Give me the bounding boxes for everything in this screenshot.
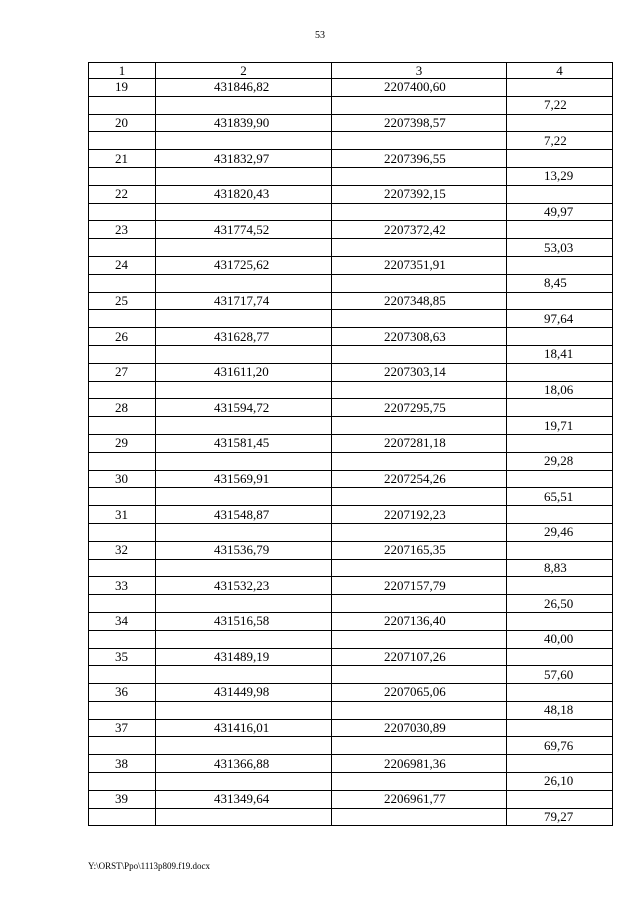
table-row [89, 755, 613, 773]
distance-cell: 18,06 [507, 381, 613, 399]
point-number-cell: 36 [89, 684, 156, 702]
footer-file-path: Y:\ORST\Ppo\1113p809.f19.docx [88, 861, 211, 871]
empty-cell [507, 256, 613, 274]
empty-cell [89, 666, 156, 684]
empty-cell [89, 559, 156, 577]
y-coordinate-cell: 2207136,40 [332, 612, 507, 630]
empty-cell [332, 167, 507, 185]
empty-cell [89, 345, 156, 363]
y-coordinate-cell: 2207065,06 [332, 684, 507, 702]
table-row [89, 488, 613, 506]
empty-cell [332, 630, 507, 648]
empty-cell [89, 203, 156, 221]
empty-cell [156, 666, 332, 684]
table-row [89, 79, 613, 97]
empty-cell [156, 773, 332, 791]
empty-cell [507, 755, 613, 773]
distance-cell: 53,03 [507, 239, 613, 257]
empty-cell [332, 96, 507, 114]
table-row [89, 185, 613, 203]
distance-cell: 8,45 [507, 274, 613, 292]
empty-cell [332, 203, 507, 221]
y-coordinate-cell: 2207165,35 [332, 541, 507, 559]
empty-cell [156, 167, 332, 185]
empty-cell [89, 417, 156, 435]
empty-cell [89, 381, 156, 399]
x-coordinate-cell: 431349,64 [156, 790, 332, 808]
x-coordinate-cell: 431846,82 [156, 79, 332, 97]
coordinates-table [88, 62, 613, 826]
table-row [89, 737, 613, 755]
empty-cell [156, 203, 332, 221]
point-number-cell: 37 [89, 719, 156, 737]
distance-cell: 57,60 [507, 666, 613, 684]
empty-cell [507, 292, 613, 310]
empty-cell [156, 701, 332, 719]
point-number-cell: 30 [89, 470, 156, 488]
empty-cell [507, 150, 613, 168]
y-coordinate-cell: 2207372,42 [332, 221, 507, 239]
distance-cell: 26,10 [507, 773, 613, 791]
empty-cell [89, 630, 156, 648]
x-coordinate-cell: 431416,01 [156, 719, 332, 737]
distance-cell: 97,64 [507, 310, 613, 328]
point-number-cell: 35 [89, 648, 156, 666]
empty-cell [507, 363, 613, 381]
empty-cell [332, 452, 507, 470]
table-row [89, 541, 613, 559]
empty-cell [156, 737, 332, 755]
empty-cell [507, 648, 613, 666]
y-coordinate-cell: 2207030,89 [332, 719, 507, 737]
y-coordinate-cell: 2207400,60 [332, 79, 507, 97]
distance-cell: 29,28 [507, 452, 613, 470]
empty-cell [156, 417, 332, 435]
table-row [89, 203, 613, 221]
x-coordinate-cell: 431774,52 [156, 221, 332, 239]
y-coordinate-cell: 2207398,57 [332, 114, 507, 132]
empty-cell [156, 132, 332, 150]
empty-cell [156, 96, 332, 114]
empty-cell [507, 328, 613, 346]
y-coordinate-cell: 2206981,36 [332, 755, 507, 773]
table-row [89, 292, 613, 310]
empty-cell [332, 595, 507, 613]
table-row [89, 630, 613, 648]
point-number-cell: 29 [89, 434, 156, 452]
empty-cell [507, 434, 613, 452]
table-row [89, 221, 613, 239]
table-row [89, 399, 613, 417]
point-number-cell: 31 [89, 506, 156, 524]
y-coordinate-cell: 2207295,75 [332, 399, 507, 417]
empty-cell [89, 132, 156, 150]
table-row [89, 150, 613, 168]
point-number-cell: 19 [89, 79, 156, 97]
empty-cell [507, 79, 613, 97]
y-coordinate-cell: 2207281,18 [332, 434, 507, 452]
point-number-cell: 20 [89, 114, 156, 132]
table-row [89, 577, 613, 595]
distance-cell: 48,18 [507, 701, 613, 719]
page-number: 53 [315, 30, 325, 41]
table-row [89, 114, 613, 132]
table-row [89, 612, 613, 630]
column-header-3: 3 [332, 63, 507, 79]
point-number-cell: 39 [89, 790, 156, 808]
empty-cell [89, 96, 156, 114]
table-row [89, 363, 613, 381]
empty-cell [507, 185, 613, 203]
table-row [89, 328, 613, 346]
empty-cell [332, 701, 507, 719]
table-row [89, 559, 613, 577]
table-row [89, 506, 613, 524]
table-row [89, 310, 613, 328]
distance-cell: 7,22 [507, 96, 613, 114]
x-coordinate-cell: 431489,19 [156, 648, 332, 666]
table-row [89, 595, 613, 613]
empty-cell [332, 345, 507, 363]
column-header-1: 1 [89, 63, 156, 79]
point-number-cell: 21 [89, 150, 156, 168]
table-row [89, 274, 613, 292]
point-number-cell: 27 [89, 363, 156, 381]
distance-cell: 7,22 [507, 132, 613, 150]
x-coordinate-cell: 431628,77 [156, 328, 332, 346]
empty-cell [332, 310, 507, 328]
x-coordinate-cell: 431569,91 [156, 470, 332, 488]
x-coordinate-cell: 431516,58 [156, 612, 332, 630]
x-coordinate-cell: 431366,88 [156, 755, 332, 773]
empty-cell [507, 506, 613, 524]
x-coordinate-cell: 431581,45 [156, 434, 332, 452]
table-row [89, 167, 613, 185]
point-number-cell: 33 [89, 577, 156, 595]
empty-cell [156, 274, 332, 292]
empty-cell [89, 239, 156, 257]
empty-cell [332, 274, 507, 292]
point-number-cell: 28 [89, 399, 156, 417]
distance-cell: 65,51 [507, 488, 613, 506]
empty-cell [332, 559, 507, 577]
table-row [89, 96, 613, 114]
y-coordinate-cell: 2206961,77 [332, 790, 507, 808]
empty-cell [156, 452, 332, 470]
y-coordinate-cell: 2207254,26 [332, 470, 507, 488]
empty-cell [507, 114, 613, 132]
empty-cell [156, 630, 332, 648]
empty-cell [332, 417, 507, 435]
table-row [89, 773, 613, 791]
empty-cell [156, 808, 332, 826]
point-number-cell: 32 [89, 541, 156, 559]
empty-cell [156, 310, 332, 328]
y-coordinate-cell: 2207192,23 [332, 506, 507, 524]
empty-cell [332, 488, 507, 506]
table-row [89, 701, 613, 719]
table-row [89, 417, 613, 435]
empty-cell [89, 167, 156, 185]
y-coordinate-cell: 2207303,14 [332, 363, 507, 381]
x-coordinate-cell: 431548,87 [156, 506, 332, 524]
point-number-cell: 23 [89, 221, 156, 239]
empty-cell [89, 737, 156, 755]
table-row [89, 666, 613, 684]
empty-cell [332, 381, 507, 399]
x-coordinate-cell: 431594,72 [156, 399, 332, 417]
empty-cell [507, 541, 613, 559]
empty-cell [156, 239, 332, 257]
empty-cell [332, 132, 507, 150]
empty-cell [156, 595, 332, 613]
x-coordinate-cell: 431717,74 [156, 292, 332, 310]
x-coordinate-cell: 431725,62 [156, 256, 332, 274]
point-number-cell: 22 [89, 185, 156, 203]
table-row [89, 808, 613, 826]
empty-cell [332, 808, 507, 826]
distance-cell: 8,83 [507, 559, 613, 577]
empty-cell [507, 221, 613, 239]
y-coordinate-cell: 2207308,63 [332, 328, 507, 346]
empty-cell [89, 488, 156, 506]
column-header-2: 2 [156, 63, 332, 79]
table-row [89, 381, 613, 399]
x-coordinate-cell: 431536,79 [156, 541, 332, 559]
table-row [89, 470, 613, 488]
table-row [89, 684, 613, 702]
x-coordinate-cell: 431449,98 [156, 684, 332, 702]
empty-cell [156, 559, 332, 577]
table-header-row [89, 63, 613, 79]
empty-cell [507, 790, 613, 808]
distance-cell: 18,41 [507, 345, 613, 363]
y-coordinate-cell: 2207157,79 [332, 577, 507, 595]
y-coordinate-cell: 2207396,55 [332, 150, 507, 168]
table-row [89, 345, 613, 363]
empty-cell [156, 345, 332, 363]
empty-cell [156, 488, 332, 506]
empty-cell [89, 523, 156, 541]
point-number-cell: 24 [89, 256, 156, 274]
empty-cell [156, 381, 332, 399]
table-row [89, 256, 613, 274]
empty-cell [507, 719, 613, 737]
empty-cell [507, 684, 613, 702]
x-coordinate-cell: 431820,43 [156, 185, 332, 203]
empty-cell [89, 808, 156, 826]
distance-cell: 69,76 [507, 737, 613, 755]
x-coordinate-cell: 431611,20 [156, 363, 332, 381]
empty-cell [89, 452, 156, 470]
distance-cell: 49,97 [507, 203, 613, 221]
distance-cell: 19,71 [507, 417, 613, 435]
empty-cell [507, 399, 613, 417]
table-row [89, 239, 613, 257]
point-number-cell: 26 [89, 328, 156, 346]
empty-cell [507, 577, 613, 595]
y-coordinate-cell: 2207351,91 [332, 256, 507, 274]
x-coordinate-cell: 431839,90 [156, 114, 332, 132]
distance-cell: 79,27 [507, 808, 613, 826]
y-coordinate-cell: 2207107,26 [332, 648, 507, 666]
point-number-cell: 25 [89, 292, 156, 310]
empty-cell [507, 470, 613, 488]
empty-cell [332, 737, 507, 755]
table-row [89, 719, 613, 737]
column-header-4: 4 [507, 63, 613, 79]
y-coordinate-cell: 2207348,85 [332, 292, 507, 310]
distance-cell: 13,29 [507, 167, 613, 185]
point-number-cell: 34 [89, 612, 156, 630]
table-row [89, 434, 613, 452]
empty-cell [89, 274, 156, 292]
table-row [89, 452, 613, 470]
empty-cell [332, 773, 507, 791]
table-row [89, 648, 613, 666]
table-row [89, 132, 613, 150]
distance-cell: 29,46 [507, 523, 613, 541]
empty-cell [89, 310, 156, 328]
distance-cell: 26,50 [507, 595, 613, 613]
empty-cell [332, 523, 507, 541]
empty-cell [507, 612, 613, 630]
distance-cell: 40,00 [507, 630, 613, 648]
table-row [89, 523, 613, 541]
empty-cell [89, 701, 156, 719]
x-coordinate-cell: 431832,97 [156, 150, 332, 168]
x-coordinate-cell: 431532,23 [156, 577, 332, 595]
table-row [89, 790, 613, 808]
empty-cell [89, 595, 156, 613]
empty-cell [332, 666, 507, 684]
point-number-cell: 38 [89, 755, 156, 773]
empty-cell [156, 523, 332, 541]
empty-cell [332, 239, 507, 257]
y-coordinate-cell: 2207392,15 [332, 185, 507, 203]
empty-cell [89, 773, 156, 791]
